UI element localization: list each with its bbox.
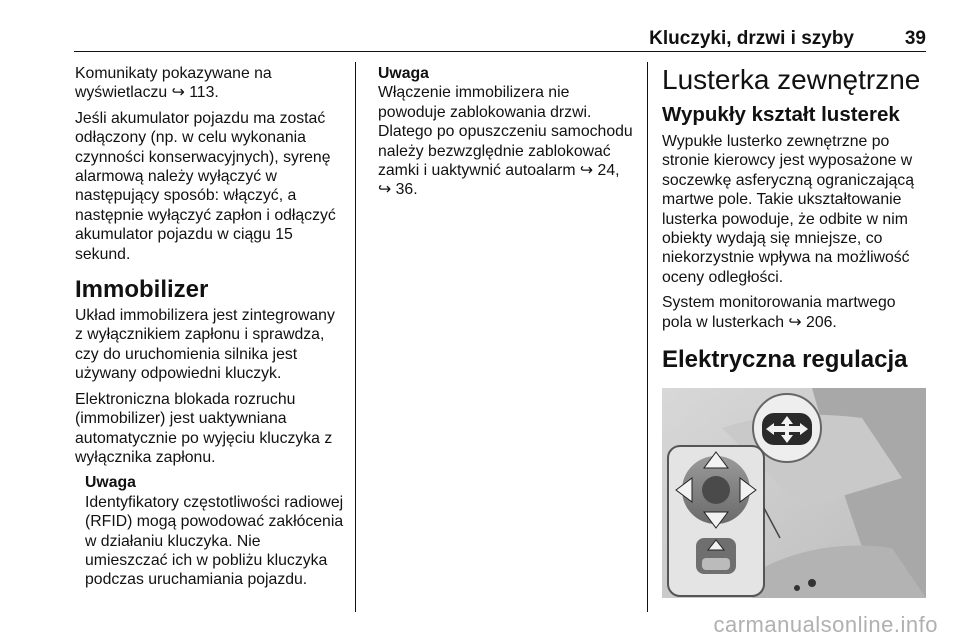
mirror-adjustment-illustration <box>662 388 926 598</box>
paragraph-battery-alarm: Jeśli akumulator pojazdu ma zostać odłączony (np. w celu wykonania czynności konserwacyjnych), syrenę alarmową należy wyłączyć w następujący sposób: włączyć, a następnie wyłączyć zapłon i odłączyć akumulator pojazdu w ciągu 15 sekund. <box>75 109 336 263</box>
column-divider-2 <box>647 62 648 612</box>
paragraph-display-messages: Komunikaty pokazywane na wyświetlaczu ↪ 113. <box>75 65 272 102</box>
column-left <box>75 64 347 590</box>
note-text: Identyfikatory częstotliwości radiowej (RFID) mogą powodować zakłócenia w działaniu kluczyka. Nie umieszczać ich w pobliżu kluczyka podczas uruchamiania pojazdu. <box>85 493 344 589</box>
column-right <box>662 64 928 603</box>
column-divider-1 <box>355 62 356 612</box>
header-divider <box>74 51 926 52</box>
heading-electric-adjustment: Elektryczna regulacja <box>662 346 908 374</box>
note-text: Włączenie immobilizera nie powoduje zablokowania drzwi. Dlatego po opuszczeniu samochodu należy bezwzględnie zablokować zamki i uaktywnić autoalarm ↪ 24, ↪ 36. <box>378 84 633 199</box>
note-label: Uwaga <box>85 474 136 492</box>
page-number: 39 <box>904 28 926 49</box>
note-immobilizer-doors <box>378 64 636 200</box>
column-middle <box>378 64 636 200</box>
switch-inset <box>668 446 780 596</box>
paragraph-blind-spot: System monitorowania martwego pola w lusterkach ↪ 206. <box>662 294 896 331</box>
note-label: Uwaga <box>378 65 429 82</box>
note-rfid <box>75 473 347 589</box>
watermark: carmanualsonline.info <box>713 612 938 637</box>
section-title-mirrors: Lusterka zewnętrzne <box>662 64 921 95</box>
paragraph-immobilizer-system: Układ immobilizera jest zintegrowany z wyłącznikiem zapłonu i sprawdza, czy do uruchomienia silnika jest używany odpowiedni kluczyk. <box>75 307 335 383</box>
header-title: Kluczyki, drzwi i szyby <box>649 28 854 49</box>
paragraph-convex-mirror: Wypukłe lusterko zewnętrzne po stronie kierowcy jest wyposażone w soczewkę asferyczną ograniczającą martwe pole. Takie ukształtowanie lusterka powoduje, że odbite w nim obiekty wydają się mniejsze, co niekorzystnie wpływa na możliwość oceny odległości. <box>662 133 914 286</box>
paragraph-immobilizer-activation: Elektroniczna blokada rozruchu (immobilizer) jest uaktywniana automatycznie po wyjęciu kluczyka z wyłącznika zapłonu. <box>75 390 333 466</box>
subheading-convex-shape: Wypukły kształt lusterek <box>662 103 900 126</box>
page-header <box>74 28 926 50</box>
section-heading-immobilizer: Immobilizer <box>75 276 209 304</box>
